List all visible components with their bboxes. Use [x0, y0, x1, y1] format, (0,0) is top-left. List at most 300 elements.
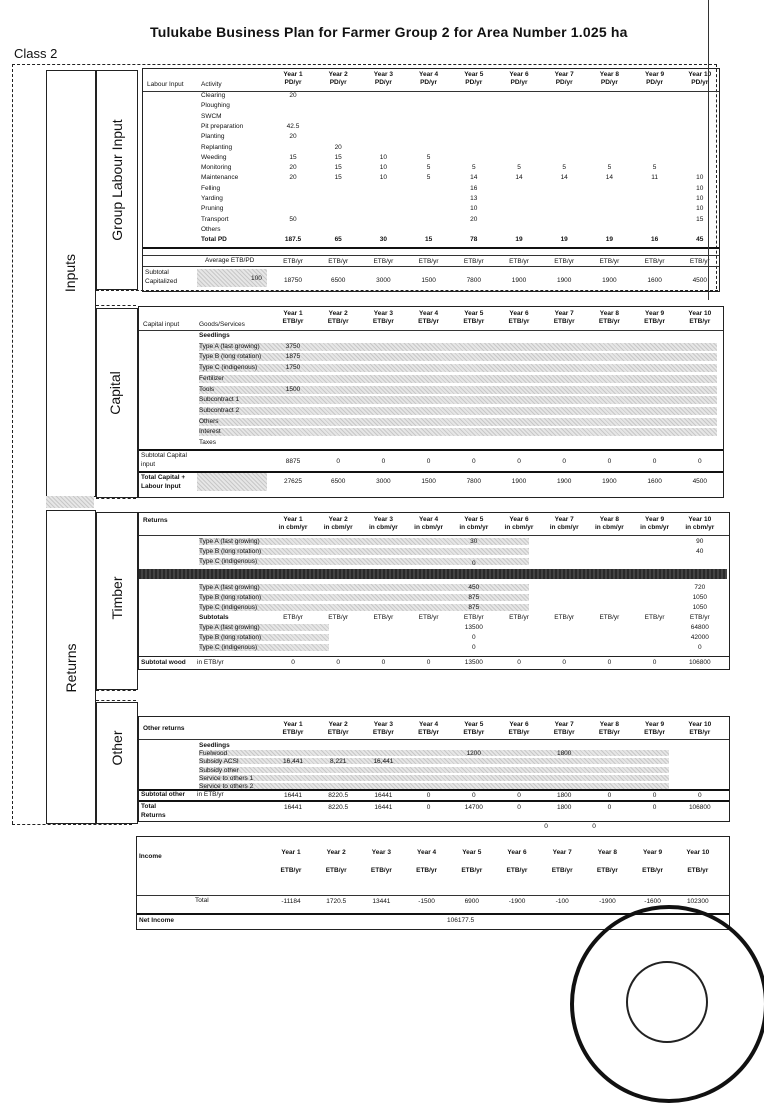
- capital-row-shade: [199, 375, 717, 383]
- total-returns-value: 0: [426, 804, 431, 811]
- other-returns-table: [138, 716, 730, 822]
- activity-value: 20: [334, 143, 342, 151]
- year-header: Year 7: [554, 721, 574, 728]
- unit-header: PD/yr: [374, 79, 392, 86]
- year-header: Year 3: [373, 310, 393, 317]
- income-value: 102300: [686, 898, 709, 905]
- capital-total-shade: [197, 473, 267, 491]
- income-unit-header: ETB/yr: [325, 867, 347, 874]
- capital-total-value: 6500: [330, 478, 346, 485]
- fuelwood-y5: 1200: [466, 750, 482, 757]
- activity-row-label: SWCM: [201, 112, 222, 120]
- net-income-value: 106177.5: [447, 917, 475, 924]
- activity-row-label: Others: [201, 225, 221, 233]
- activity-value: 10: [696, 195, 704, 202]
- total-returns-value: 16441: [283, 804, 303, 811]
- unit-header: ETB/yr: [418, 318, 440, 325]
- year-header: Year 10: [688, 516, 712, 523]
- income-value: 1720.5: [326, 898, 347, 905]
- subtotal-wood-value: 0: [426, 659, 431, 666]
- activity-value: 5: [652, 164, 657, 172]
- other-subtotal-value: 0: [471, 792, 476, 799]
- other-total-rule: [139, 800, 729, 802]
- timber-etb-unit: ETB/yr: [463, 614, 484, 621]
- activity-value: 10: [696, 205, 704, 213]
- timber-price-y5: 875: [468, 594, 480, 601]
- timber-price-label: Type B (long rotation): [199, 594, 262, 601]
- timber-etb-unit: ETB/yr: [418, 614, 439, 621]
- timber-volume-y5-c: 0: [471, 560, 476, 567]
- capital-item-label: Subcontract 1: [199, 396, 240, 404]
- unit-header: in cbm/yr: [685, 524, 715, 531]
- capital-row-shade: [199, 418, 717, 426]
- other-subtotal-value: 0: [426, 792, 431, 799]
- year-header: Year 6: [509, 71, 529, 78]
- activity-value: 5: [562, 164, 566, 172]
- unit-header: ETB/yr: [644, 729, 666, 736]
- income-unit-header: ETB/yr: [596, 867, 618, 874]
- other-subtotal-value: 0: [652, 792, 657, 799]
- outer-left-dash: [12, 64, 13, 824]
- year-header: Year 9: [645, 71, 665, 78]
- activity-value: 10: [379, 153, 387, 161]
- timber-subtotal-y5: 0: [471, 634, 476, 641]
- page-edge-line: [708, 0, 709, 300]
- year-header: Year 1: [283, 310, 303, 317]
- unit-header: in cbm/yr: [459, 524, 489, 531]
- timber-volume-y10: 40: [696, 548, 704, 555]
- timber-volume-label: Type B (long rotation): [199, 548, 262, 555]
- timber-price-y5: 875: [468, 604, 480, 611]
- timber-subtotals-label: Subtotals: [199, 614, 229, 621]
- unit-header: ETB/yr: [689, 318, 711, 325]
- labour-subtotal-value: 3000: [376, 277, 391, 284]
- subtotal-wood-value: 0: [336, 659, 340, 666]
- timber-price-label: Type A (fast growing): [199, 584, 260, 591]
- activity-value: 20: [289, 133, 297, 141]
- subtotal-other-label: Subtotal other: [141, 791, 186, 798]
- capital-subtotal-label: Subtotal Capital input: [141, 452, 187, 468]
- labour-header-rule: [143, 91, 719, 92]
- capital-subtotal-value: 0: [517, 458, 521, 465]
- activity-value: 5: [607, 164, 612, 172]
- activity-value: 19: [605, 236, 613, 244]
- etb-unit: ETB/yr: [418, 258, 439, 265]
- year-header: Year 5: [464, 310, 484, 317]
- unit-header: in cbm/yr: [414, 524, 444, 531]
- labour-sub-rule: [143, 266, 719, 267]
- income-year-header: Year 1: [281, 849, 301, 856]
- capital-subtotal-rule: [139, 449, 723, 451]
- timber-header-rule: [139, 535, 729, 536]
- activity-row-label: Replanting: [201, 143, 233, 151]
- capital-label: Capital: [107, 371, 123, 415]
- other-item-label: Fuelwood: [199, 750, 228, 758]
- unit-header: PD/yr: [510, 79, 528, 86]
- activity-row-label: Felling: [201, 184, 221, 192]
- capital-total-label: Total Capital + Labour Input: [141, 474, 186, 490]
- capital-total-value: 1600: [647, 478, 662, 485]
- labour-subtotal-value: 4500: [692, 277, 708, 284]
- subtotal-wood-value: 0: [562, 659, 566, 666]
- unit-header: ETB/yr: [282, 729, 304, 736]
- unit-header: ETB/yr: [598, 318, 620, 325]
- capital-item-value: 1750: [285, 364, 301, 372]
- activity-row-label: Yarding: [201, 195, 223, 202]
- timber-label: Timber: [109, 576, 125, 620]
- income-unit-header: ETB/yr: [370, 867, 392, 874]
- activity-value: 15: [334, 164, 342, 172]
- capital-subtotal-value: 0: [697, 458, 702, 465]
- inputs-label: Inputs: [62, 253, 78, 293]
- activity-value: 15: [696, 215, 704, 223]
- income-unit-header: ETB/yr: [416, 867, 438, 874]
- income-value: -1600: [644, 898, 661, 905]
- other-subtotal-value: 0: [697, 792, 702, 799]
- capital-top-dash: [96, 305, 136, 306]
- income-unit-header: ETB/yr: [506, 867, 528, 874]
- activity-value: 20: [289, 174, 297, 182]
- timber-volume-label: Type C (indigenous): [199, 558, 258, 565]
- year-header: Year 10: [688, 310, 712, 317]
- income-value: -1900: [599, 898, 616, 905]
- returns-col-label: Returns: [143, 517, 168, 524]
- unit-header: ETB/yr: [418, 729, 440, 736]
- etb-unit: ETB/yr: [509, 258, 529, 265]
- capital-item-label: Type A (fast growing): [199, 342, 260, 350]
- timber-etb-unit: ETB/yr: [283, 614, 303, 621]
- subtotal-wood-unit: in ETB/yr: [197, 659, 224, 666]
- capital-total-value: 4500: [692, 478, 708, 485]
- subtotal-other-unit: in ETB/yr: [197, 791, 224, 798]
- total-returns-value: 16441: [374, 804, 393, 811]
- activity-row-label: Total PD: [201, 236, 227, 244]
- etb-unit: ETB/yr: [644, 258, 665, 265]
- capital-subtotal-value: 8875: [285, 458, 301, 465]
- unit-header: ETB/yr: [463, 318, 485, 325]
- unit-header: PD/yr: [600, 79, 618, 86]
- unit-header: ETB/yr: [327, 318, 349, 325]
- year-header: Year 2: [328, 71, 348, 78]
- timber-etb-unit: ETB/yr: [328, 614, 349, 621]
- goods-services-header: Goods/Services: [199, 321, 245, 328]
- activity-value: 10: [696, 184, 704, 192]
- timber-subtotal-y10: 64800: [690, 624, 709, 631]
- other-item-label: Service to others 2: [199, 783, 254, 790]
- income-unit-header: ETB/yr: [642, 867, 664, 874]
- labour-subtotal-value: 6500: [330, 277, 346, 284]
- capital-subtotal-value: 0: [652, 458, 657, 465]
- timber-price-label: Type C (indigenous): [199, 604, 258, 611]
- capital-row-shade: [199, 428, 717, 436]
- capital-item-label: Type B (long rotation): [199, 353, 262, 361]
- timber-subtotal-row-label: Type A (fast growing): [199, 624, 260, 631]
- year-header: Year 1: [283, 71, 303, 78]
- timber-subtotal-row-label: Type B (long rotation): [199, 634, 262, 641]
- capital-item-value: 3750: [285, 342, 301, 350]
- capital-subtotal-value: 0: [562, 458, 566, 465]
- unit-header: ETB/yr: [508, 318, 530, 325]
- timber-etb-unit: ETB/yr: [599, 614, 620, 621]
- etb-unit: ETB/yr: [599, 258, 620, 265]
- unit-header: ETB/yr: [553, 729, 575, 736]
- activity-row-label: Weeding: [201, 153, 227, 161]
- other-item-label: Subsidy other: [199, 766, 239, 774]
- capital-total-value: 7800: [466, 478, 482, 485]
- timber-etb-unit: ETB/yr: [373, 614, 394, 621]
- year-header: Year 5: [464, 721, 484, 728]
- unit-header: ETB/yr: [508, 729, 530, 736]
- activity-row-label: Transport: [201, 215, 229, 223]
- subtotal-wood-row: [138, 656, 730, 670]
- capital-total-value: 1900: [602, 478, 617, 485]
- income-unit-header: ETB/yr: [461, 867, 483, 874]
- activity-value: 10: [470, 205, 478, 213]
- activity-value: 16: [650, 236, 659, 244]
- capital-total-value: 1900: [556, 478, 572, 485]
- subtotal-wood-value: 0: [652, 659, 657, 666]
- unit-header: in cbm/yr: [278, 524, 308, 531]
- subtotal-wood-value: 0: [291, 659, 295, 666]
- labour-subtotal-value: 1900: [511, 277, 527, 284]
- capital-item-label: Seedlings: [199, 332, 230, 339]
- income-year-header: Year 9: [643, 849, 663, 856]
- unit-header: in cbm/yr: [549, 524, 579, 531]
- activity-value: 5: [517, 164, 521, 172]
- timber-subtotal-y10: 0: [697, 644, 702, 651]
- etb-unit: ETB/yr: [463, 258, 484, 265]
- net-income-label: Net Income: [139, 917, 175, 924]
- unit-header: in cbm/yr: [368, 524, 398, 531]
- capital-subtotal-value: 0: [471, 458, 476, 465]
- total-returns-value: 14700: [464, 804, 483, 811]
- timber-subtotal-y5: 0: [471, 644, 476, 651]
- year-header: Year 5: [464, 516, 484, 523]
- activity-value: 5: [426, 164, 431, 172]
- unit-header: ETB/yr: [372, 729, 394, 736]
- activity-value: 65: [334, 236, 342, 244]
- income-unit-header: ETB/yr: [551, 867, 573, 874]
- subsidy-acsi-value: 16,441: [283, 758, 303, 765]
- unit-header: PD/yr: [284, 79, 302, 86]
- timber-subtotal-y10: 42000: [690, 634, 709, 641]
- subtotal-wood-value: 13500: [464, 659, 483, 666]
- unit-header: PD/yr: [646, 79, 664, 86]
- other-header-rule: [139, 739, 729, 740]
- activity-value: 5: [426, 174, 431, 182]
- activity-value: 20: [289, 92, 297, 99]
- activity-value: 16: [470, 184, 478, 192]
- timber-subtotal-y5: 13500: [464, 624, 483, 631]
- year-header: Year 5: [464, 71, 484, 78]
- unit-header: in cbm/yr: [594, 524, 624, 531]
- capital-subtotal-value: 0: [426, 458, 431, 465]
- year-header: Year 3: [373, 516, 393, 523]
- year-header: Year 10: [688, 71, 712, 78]
- activity-value: 20: [470, 215, 478, 223]
- subtotal-wood-label: Subtotal wood: [141, 659, 186, 666]
- average-label: Average ETB/PD: [205, 257, 255, 264]
- labour-input-label: Labour Input: [147, 81, 184, 88]
- activity-value: 15: [424, 236, 433, 244]
- timber-etb-unit: ETB/yr: [644, 614, 665, 621]
- subsidy-acsi-value: 16,441: [373, 758, 394, 765]
- labour-subtotal-value: 18750: [283, 277, 303, 284]
- year-header: Year 8: [599, 310, 619, 317]
- other-row-shade: [199, 767, 669, 773]
- other-row-shade: [199, 758, 669, 764]
- timber-price-y10: 1050: [692, 594, 708, 601]
- year-header: Year 1: [283, 721, 303, 728]
- capital-total-value: 1500: [421, 478, 436, 485]
- etb-unit: ETB/yr: [283, 258, 303, 265]
- subtotal-wood-value: 0: [607, 659, 612, 666]
- unit-header: PD/yr: [329, 79, 347, 86]
- activity-value: 20: [289, 164, 297, 172]
- capital-item-label: Interest: [199, 428, 221, 436]
- capital-item-label: Type C (indigenous): [199, 364, 258, 372]
- activity-row-label: Clearing: [201, 92, 226, 99]
- labour-subtotal-value: 1900: [556, 277, 572, 284]
- activity-value: 13: [470, 195, 478, 202]
- activity-value: 45: [696, 236, 704, 244]
- activity-value: 78: [470, 236, 478, 244]
- etb-unit: ETB/yr: [689, 258, 710, 265]
- activity-row-label: Ploughing: [201, 102, 230, 110]
- year-header: Year 7: [554, 310, 574, 317]
- unit-header: PD/yr: [465, 79, 483, 86]
- capital-input-label: Capital input: [143, 321, 180, 328]
- capital-row-shade: [199, 396, 717, 404]
- below-zero-1: 0: [544, 823, 548, 830]
- year-header: Year 7: [554, 516, 574, 523]
- income-value: 13441: [372, 898, 391, 905]
- activity-row-label: Monitoring: [201, 164, 232, 172]
- timber-volume-label: Type A (fast growing): [199, 538, 260, 545]
- timber-price-y10: 1050: [692, 604, 708, 611]
- other-subtotal-value: 16441: [283, 792, 303, 799]
- income-year-header: Year 2: [326, 849, 346, 856]
- total-returns-value: 0: [607, 804, 612, 811]
- activity-value: 5: [471, 164, 476, 172]
- subtotal-wood-value: 106800: [688, 659, 711, 666]
- total-returns-value: 8220.5: [328, 804, 349, 811]
- year-header: Year 4: [419, 721, 439, 728]
- capital-item-value: 1500: [285, 385, 301, 393]
- year-header: Year 6: [509, 310, 529, 317]
- other-top-dash: [96, 700, 136, 701]
- official-stamp: [570, 905, 764, 1103]
- activity-header: Activity: [201, 81, 222, 88]
- year-header: Year 7: [554, 71, 574, 78]
- year-header: Year 4: [419, 310, 439, 317]
- income-year-header: Year 8: [597, 849, 617, 856]
- subtotal-capitalized-label: Subtotal Capitalized: [145, 269, 178, 285]
- other-subtotal-value: 1800: [556, 792, 572, 799]
- outer-bottom-dash: [12, 824, 132, 825]
- total-returns-value: 106800: [688, 804, 711, 811]
- year-header: Year 8: [599, 516, 619, 523]
- activity-value: 11: [651, 174, 658, 182]
- year-header: Year 4: [419, 71, 439, 78]
- unit-header: PD/yr: [691, 79, 709, 86]
- other-subtotal-value: 16441: [374, 792, 393, 799]
- other-subtotal-value: 0: [517, 792, 521, 799]
- subtotal-wood-value: 0: [381, 659, 386, 666]
- labour-subtotal-value: 1500: [421, 277, 436, 284]
- timber-volume-y5: 30: [470, 538, 478, 545]
- activity-value: 42.5: [286, 122, 300, 130]
- capital-subtotal-value: 0: [607, 458, 612, 465]
- timber-price-y5: 450: [468, 584, 480, 591]
- outer-top-dash: [12, 64, 717, 65]
- year-header: Year 3: [373, 71, 393, 78]
- income-year-header: Year 7: [552, 849, 572, 856]
- other-item-label: Subsidy ACSI: [199, 758, 239, 766]
- year-header: Year 10: [688, 721, 712, 728]
- activity-value: 30: [379, 236, 387, 244]
- total-returns-value: 1800: [556, 804, 572, 811]
- unit-header: ETB/yr: [463, 729, 485, 736]
- other-subtotal-value: 0: [607, 792, 612, 799]
- activity-value: 10: [696, 174, 704, 182]
- below-zero-2: 0: [592, 823, 596, 830]
- activity-value: 15: [289, 153, 297, 161]
- activity-row-label: Maintenance: [201, 174, 239, 182]
- timber-dark-band: [139, 569, 727, 579]
- subtotal-wood-value: 0: [517, 659, 521, 666]
- unit-header: ETB/yr: [372, 318, 394, 325]
- year-header: Year 6: [509, 516, 529, 523]
- etb-unit: ETB/yr: [328, 258, 349, 265]
- unit-header: ETB/yr: [327, 729, 349, 736]
- labour-total-rule: [143, 247, 719, 249]
- unit-header: in cbm/yr: [323, 524, 353, 531]
- activity-value: 14: [515, 174, 523, 182]
- activity-value: 187.5: [284, 236, 302, 244]
- year-header: Year 2: [328, 310, 348, 317]
- year-header: Year 2: [328, 516, 348, 523]
- stamp-emblem: [626, 961, 708, 1043]
- capital-item-label: Taxes: [199, 439, 216, 446]
- year-header: Year 8: [599, 71, 619, 78]
- timber-bottom-dash: [96, 690, 136, 691]
- income-total-label: Total: [195, 897, 209, 904]
- income-value: -100: [555, 898, 569, 905]
- activity-value: 14: [560, 174, 568, 182]
- activity-value: 15: [334, 153, 342, 161]
- activity-value: 5: [426, 153, 431, 161]
- capital-item-value: 1875: [285, 353, 301, 361]
- capital-subtotal-value: 0: [381, 458, 386, 465]
- labour-avg-rule: [143, 255, 719, 256]
- unit-header: PD/yr: [555, 79, 573, 86]
- activity-value: 14: [470, 174, 478, 182]
- income-year-header: Year 6: [507, 849, 527, 856]
- year-header: Year 4: [419, 516, 439, 523]
- total-returns-label: Total Returns: [141, 803, 166, 819]
- year-header: Year 6: [509, 721, 529, 728]
- timber-table: [138, 512, 730, 670]
- capital-bottom-dash: [96, 498, 136, 499]
- group-labour-input-label: Group Labour Input: [109, 119, 125, 241]
- income-year-header: Year 4: [417, 849, 437, 856]
- unit-header: PD/yr: [420, 79, 438, 86]
- timber-etb-unit: ETB/yr: [554, 614, 575, 621]
- activity-value: 15: [334, 174, 342, 182]
- unit-header: ETB/yr: [553, 318, 575, 325]
- income-value: -1900: [508, 898, 526, 905]
